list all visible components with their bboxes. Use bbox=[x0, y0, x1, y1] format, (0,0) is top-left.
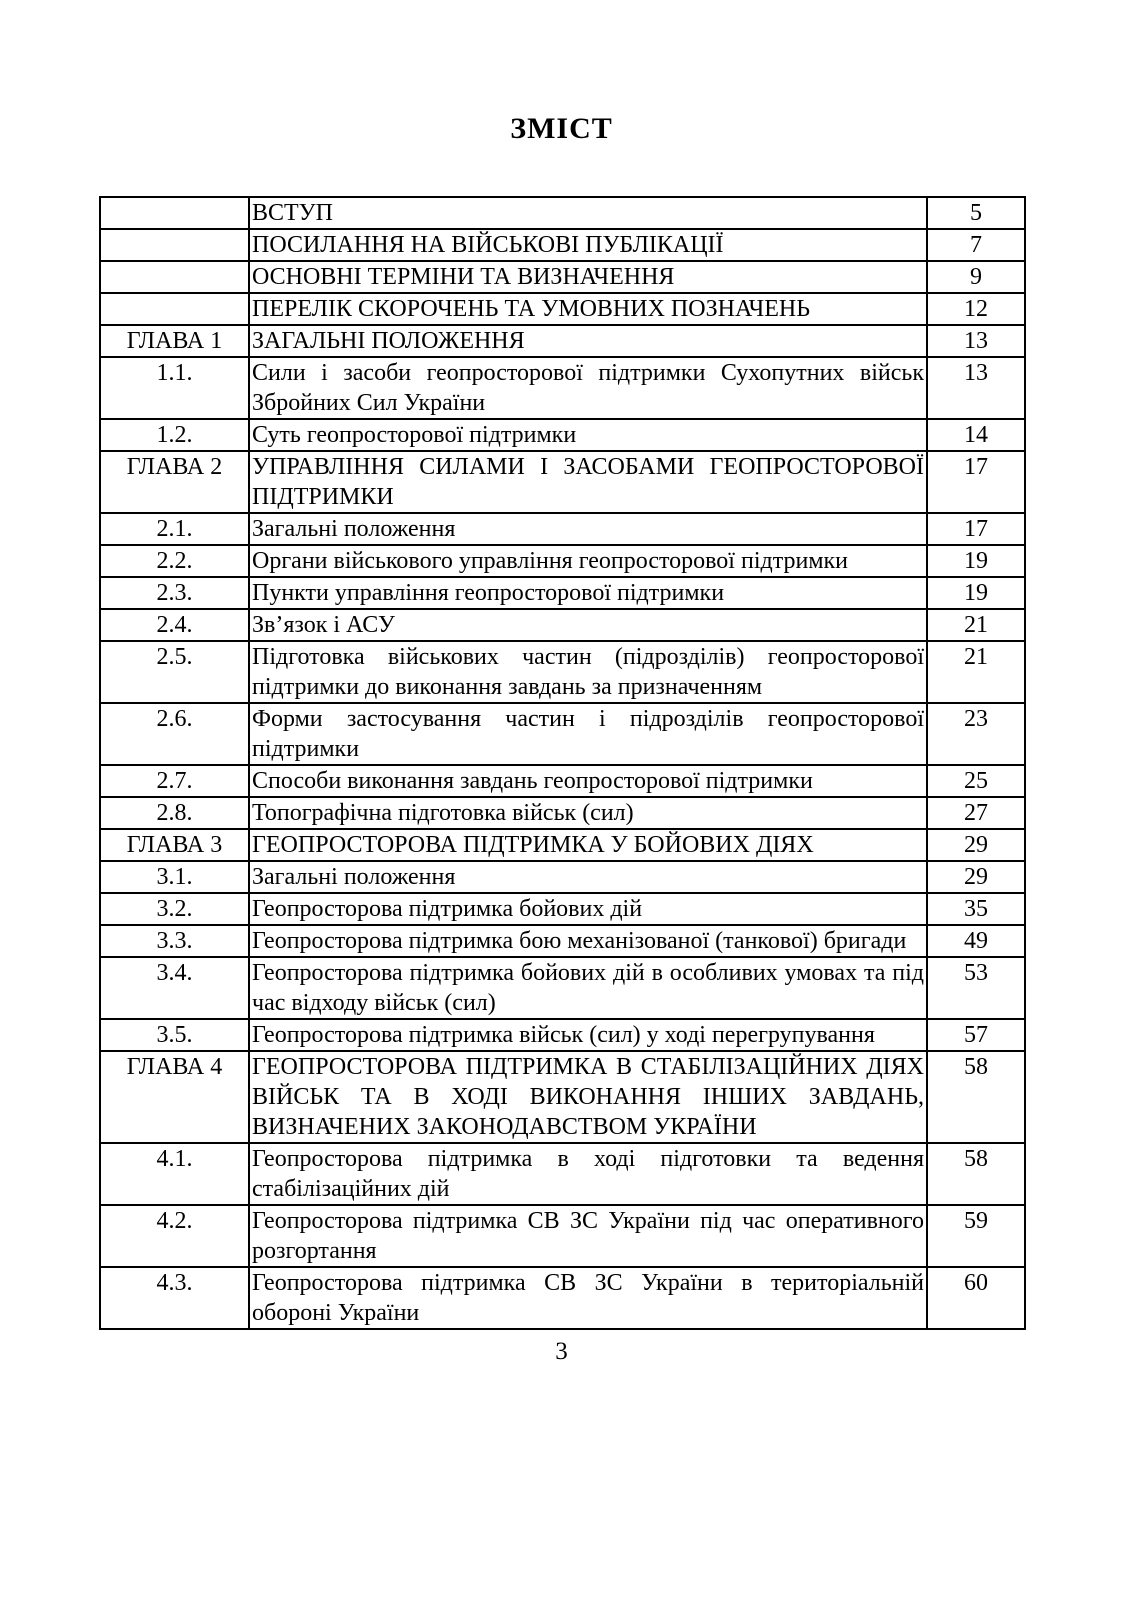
page-number-cell: 19 bbox=[927, 577, 1025, 609]
entry-title-cell: УПРАВЛІННЯ СИЛАМИ І ЗАСОБАМИ ГЕОПРОСТОРОВОЇ ПІДТРИМКИ bbox=[249, 451, 927, 513]
entry-title-cell: Геопросторова підтримка СВ ЗС України в територіальній обороні України bbox=[249, 1267, 927, 1329]
page-number-cell: 9 bbox=[927, 261, 1025, 293]
entry-title-cell: Способи виконання завдань геопросторової підтримки bbox=[249, 765, 927, 797]
section-number-cell: 2.5. bbox=[100, 641, 249, 703]
entry-title-cell: Суть геопросторової підтримки bbox=[249, 419, 927, 451]
toc-row bbox=[100, 765, 1025, 797]
page-number-cell: 21 bbox=[927, 641, 1025, 703]
entry-title-cell: ГЕОПРОСТОРОВА ПІДТРИМКА У БОЙОВИХ ДІЯХ bbox=[249, 829, 927, 861]
section-number-cell: 4.3. bbox=[100, 1267, 249, 1329]
toc-row bbox=[100, 577, 1025, 609]
page-number-cell: 14 bbox=[927, 419, 1025, 451]
toc-row bbox=[100, 609, 1025, 641]
toc-row bbox=[100, 261, 1025, 293]
section-number-cell: ГЛАВА 1 bbox=[100, 325, 249, 357]
section-number-cell bbox=[100, 293, 249, 325]
page-number-cell: 49 bbox=[927, 925, 1025, 957]
page-number-cell: 25 bbox=[927, 765, 1025, 797]
page-title: ЗМІСТ bbox=[510, 112, 613, 145]
toc-row bbox=[100, 957, 1025, 1019]
entry-title-cell: Геопросторова підтримка бойових дій в особливих умовах та під час відходу військ (сил) bbox=[249, 957, 927, 1019]
entry-title-cell: Загальні положення bbox=[249, 513, 927, 545]
toc-row bbox=[100, 357, 1025, 419]
entry-title-cell: Пункти управління геопросторової підтримки bbox=[249, 577, 927, 609]
toc-row bbox=[100, 925, 1025, 957]
toc-row bbox=[100, 229, 1025, 261]
page-number-cell: 23 bbox=[927, 703, 1025, 765]
toc-row bbox=[100, 419, 1025, 451]
page-number-cell: 13 bbox=[927, 357, 1025, 419]
entry-title-cell: Топографічна підготовка військ (сил) bbox=[249, 797, 927, 829]
entry-title-cell: Загальні положення bbox=[249, 861, 927, 893]
entry-title-cell: Геопросторова підтримка в ході підготовки та ведення стабілізаційних дій bbox=[249, 1143, 927, 1205]
page-number-cell: 13 bbox=[927, 325, 1025, 357]
contents-table bbox=[99, 196, 1026, 1330]
toc-row bbox=[100, 641, 1025, 703]
toc-row bbox=[100, 797, 1025, 829]
entry-title-cell: Сили і засоби геопросторової підтримки Сухопутних військ Збройних Сил України bbox=[249, 357, 927, 419]
entry-title-cell: Форми застосування частин і підрозділів геопросторової підтримки bbox=[249, 703, 927, 765]
section-number-cell bbox=[100, 229, 249, 261]
toc-row bbox=[100, 1205, 1025, 1267]
section-number-cell: 2.2. bbox=[100, 545, 249, 577]
entry-title-cell: ГЕОПРОСТОРОВА ПІДТРИМКА В СТАБІЛІЗАЦІЙНИХ ДІЯХ ВІЙСЬК ТА В ХОДІ ВИКОНАННЯ ІНШИХ ЗАВДАНЬ, ВИЗНАЧЕНИХ ЗАКОНОДАВСТВОМ УКРАЇНИ bbox=[249, 1051, 927, 1143]
entry-title-cell: Геопросторова підтримка бою механізованої (танкової) бригади bbox=[249, 925, 927, 957]
section-number-cell: 3.1. bbox=[100, 861, 249, 893]
toc-row bbox=[100, 513, 1025, 545]
page-number-cell: 57 bbox=[927, 1019, 1025, 1051]
page-number-cell: 53 bbox=[927, 957, 1025, 1019]
toc-row bbox=[100, 703, 1025, 765]
page-number-cell: 27 bbox=[927, 797, 1025, 829]
page-number-cell: 17 bbox=[927, 451, 1025, 513]
toc-row bbox=[100, 861, 1025, 893]
section-number-cell: 4.1. bbox=[100, 1143, 249, 1205]
page-number-cell: 17 bbox=[927, 513, 1025, 545]
toc-row bbox=[100, 1051, 1025, 1143]
page-number-cell: 29 bbox=[927, 861, 1025, 893]
section-number-cell: 3.2. bbox=[100, 893, 249, 925]
toc-row bbox=[100, 1019, 1025, 1051]
section-number-cell: 2.8. bbox=[100, 797, 249, 829]
entry-title-cell: ЗАГАЛЬНІ ПОЛОЖЕННЯ bbox=[249, 325, 927, 357]
page-number-cell: 58 bbox=[927, 1051, 1025, 1143]
entry-title-cell: ВСТУП bbox=[249, 197, 927, 229]
section-number-cell bbox=[100, 197, 249, 229]
entry-title-cell: Геопросторова підтримка військ (сил) у ході перегрупування bbox=[249, 1019, 927, 1051]
toc-row bbox=[100, 293, 1025, 325]
page-number-cell: 60 bbox=[927, 1267, 1025, 1329]
entry-title-cell: Зв’язок і АСУ bbox=[249, 609, 927, 641]
page-content bbox=[99, 0, 1024, 1366]
page-number-cell: 5 bbox=[927, 197, 1025, 229]
page-number-cell: 58 bbox=[927, 1143, 1025, 1205]
section-number-cell: 2.6. bbox=[100, 703, 249, 765]
page-number: 3 bbox=[555, 1338, 568, 1365]
section-number-cell: 3.5. bbox=[100, 1019, 249, 1051]
toc-row bbox=[100, 1267, 1025, 1329]
page-number-cell: 7 bbox=[927, 229, 1025, 261]
page-number-cell: 21 bbox=[927, 609, 1025, 641]
toc-row bbox=[100, 545, 1025, 577]
entry-title-cell: ОСНОВНІ ТЕРМІНИ ТА ВИЗНАЧЕННЯ bbox=[249, 261, 927, 293]
toc-row bbox=[100, 829, 1025, 861]
section-number-cell: 1.1. bbox=[100, 357, 249, 419]
section-number-cell bbox=[100, 261, 249, 293]
toc-row bbox=[100, 325, 1025, 357]
toc-row bbox=[100, 197, 1025, 229]
page-number-cell: 35 bbox=[927, 893, 1025, 925]
entry-title-cell: Геопросторова підтримка СВ ЗС України під час оперативного розгортання bbox=[249, 1205, 927, 1267]
toc-row bbox=[100, 893, 1025, 925]
entry-title-cell: ПОСИЛАННЯ НА ВІЙСЬКОВІ ПУБЛІКАЦІЇ bbox=[249, 229, 927, 261]
page-number-cell: 29 bbox=[927, 829, 1025, 861]
page-number-cell: 59 bbox=[927, 1205, 1025, 1267]
page-number-cell: 19 bbox=[927, 545, 1025, 577]
section-number-cell: 4.2. bbox=[100, 1205, 249, 1267]
section-number-cell: 3.4. bbox=[100, 957, 249, 1019]
page-number-cell: 12 bbox=[927, 293, 1025, 325]
section-number-cell: ГЛАВА 3 bbox=[100, 829, 249, 861]
section-number-cell: 1.2. bbox=[100, 419, 249, 451]
section-number-cell: 3.3. bbox=[100, 925, 249, 957]
toc-row bbox=[100, 451, 1025, 513]
entry-title-cell: ПЕРЕЛІК СКОРОЧЕНЬ ТА УМОВНИХ ПОЗНАЧЕНЬ bbox=[249, 293, 927, 325]
section-number-cell: 2.7. bbox=[100, 765, 249, 797]
section-number-cell: 2.1. bbox=[100, 513, 249, 545]
entry-title-cell: Підготовка військових частин (підрозділів) геопросторової підтримки до виконання завдань за призначенням bbox=[249, 641, 927, 703]
entry-title-cell: Органи військового управління геопросторової підтримки bbox=[249, 545, 927, 577]
section-number-cell: ГЛАВА 2 bbox=[100, 451, 249, 513]
contents-table-body bbox=[100, 197, 1025, 1329]
section-number-cell: ГЛАВА 4 bbox=[100, 1051, 249, 1143]
section-number-cell: 2.4. bbox=[100, 609, 249, 641]
section-number-cell: 2.3. bbox=[100, 577, 249, 609]
toc-row bbox=[100, 1143, 1025, 1205]
entry-title-cell: Геопросторова підтримка бойових дій bbox=[249, 893, 927, 925]
